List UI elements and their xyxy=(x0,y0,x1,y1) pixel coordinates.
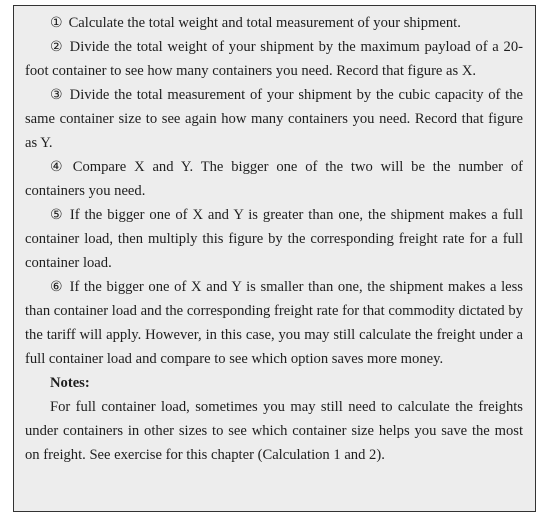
step-text: Calculate the total weight and total measurement of your shipment. xyxy=(68,15,461,31)
step-4 xyxy=(25,155,523,203)
step-5 xyxy=(25,203,523,275)
step-text: Compare X and Y. The bigger one of the two will be the number of containers you need. xyxy=(25,159,523,199)
step-number: ③ xyxy=(50,87,64,103)
notes-text: For full container load, sometimes you may still need to calculate the freights under containers in other sizes to see which container size helps you save the most on freight. See exercise for this chapter (Calculation 1 and 2). xyxy=(25,399,523,463)
step-text: If the bigger one of X and Y is smaller than one, the shipment makes a less than container load and the corresponding freight rate for that commodity dictated by the tariff will apply. However, in this case, you may still calculate the freight under a full container load and compare to see which option saves more money. xyxy=(25,279,523,367)
step-1 xyxy=(25,11,523,35)
step-text: If the bigger one of X and Y is greater than one, the shipment makes a full container load, then multiply this figure by the corresponding freight rate for a full container load. xyxy=(25,207,523,271)
notes-heading: Notes: xyxy=(50,375,90,391)
step-number: ① xyxy=(50,15,63,31)
step-number: ④ xyxy=(50,159,67,175)
step-3 xyxy=(25,83,523,155)
step-2 xyxy=(25,35,523,83)
step-text: Divide the total weight of your shipment by the maximum payload of a 20-foot container to see how many containers you need. Record that figure as X. xyxy=(25,39,523,79)
step-text: Divide the total measurement of your shipment by the cubic capacity of the same container size to see again how many containers you need. Record that figure as Y. xyxy=(25,87,523,151)
step-number: ⑥ xyxy=(50,279,64,295)
step-number: ② xyxy=(50,39,64,55)
step-6 xyxy=(25,275,523,371)
procedure-box xyxy=(13,5,536,512)
step-number: ⑤ xyxy=(50,207,64,223)
